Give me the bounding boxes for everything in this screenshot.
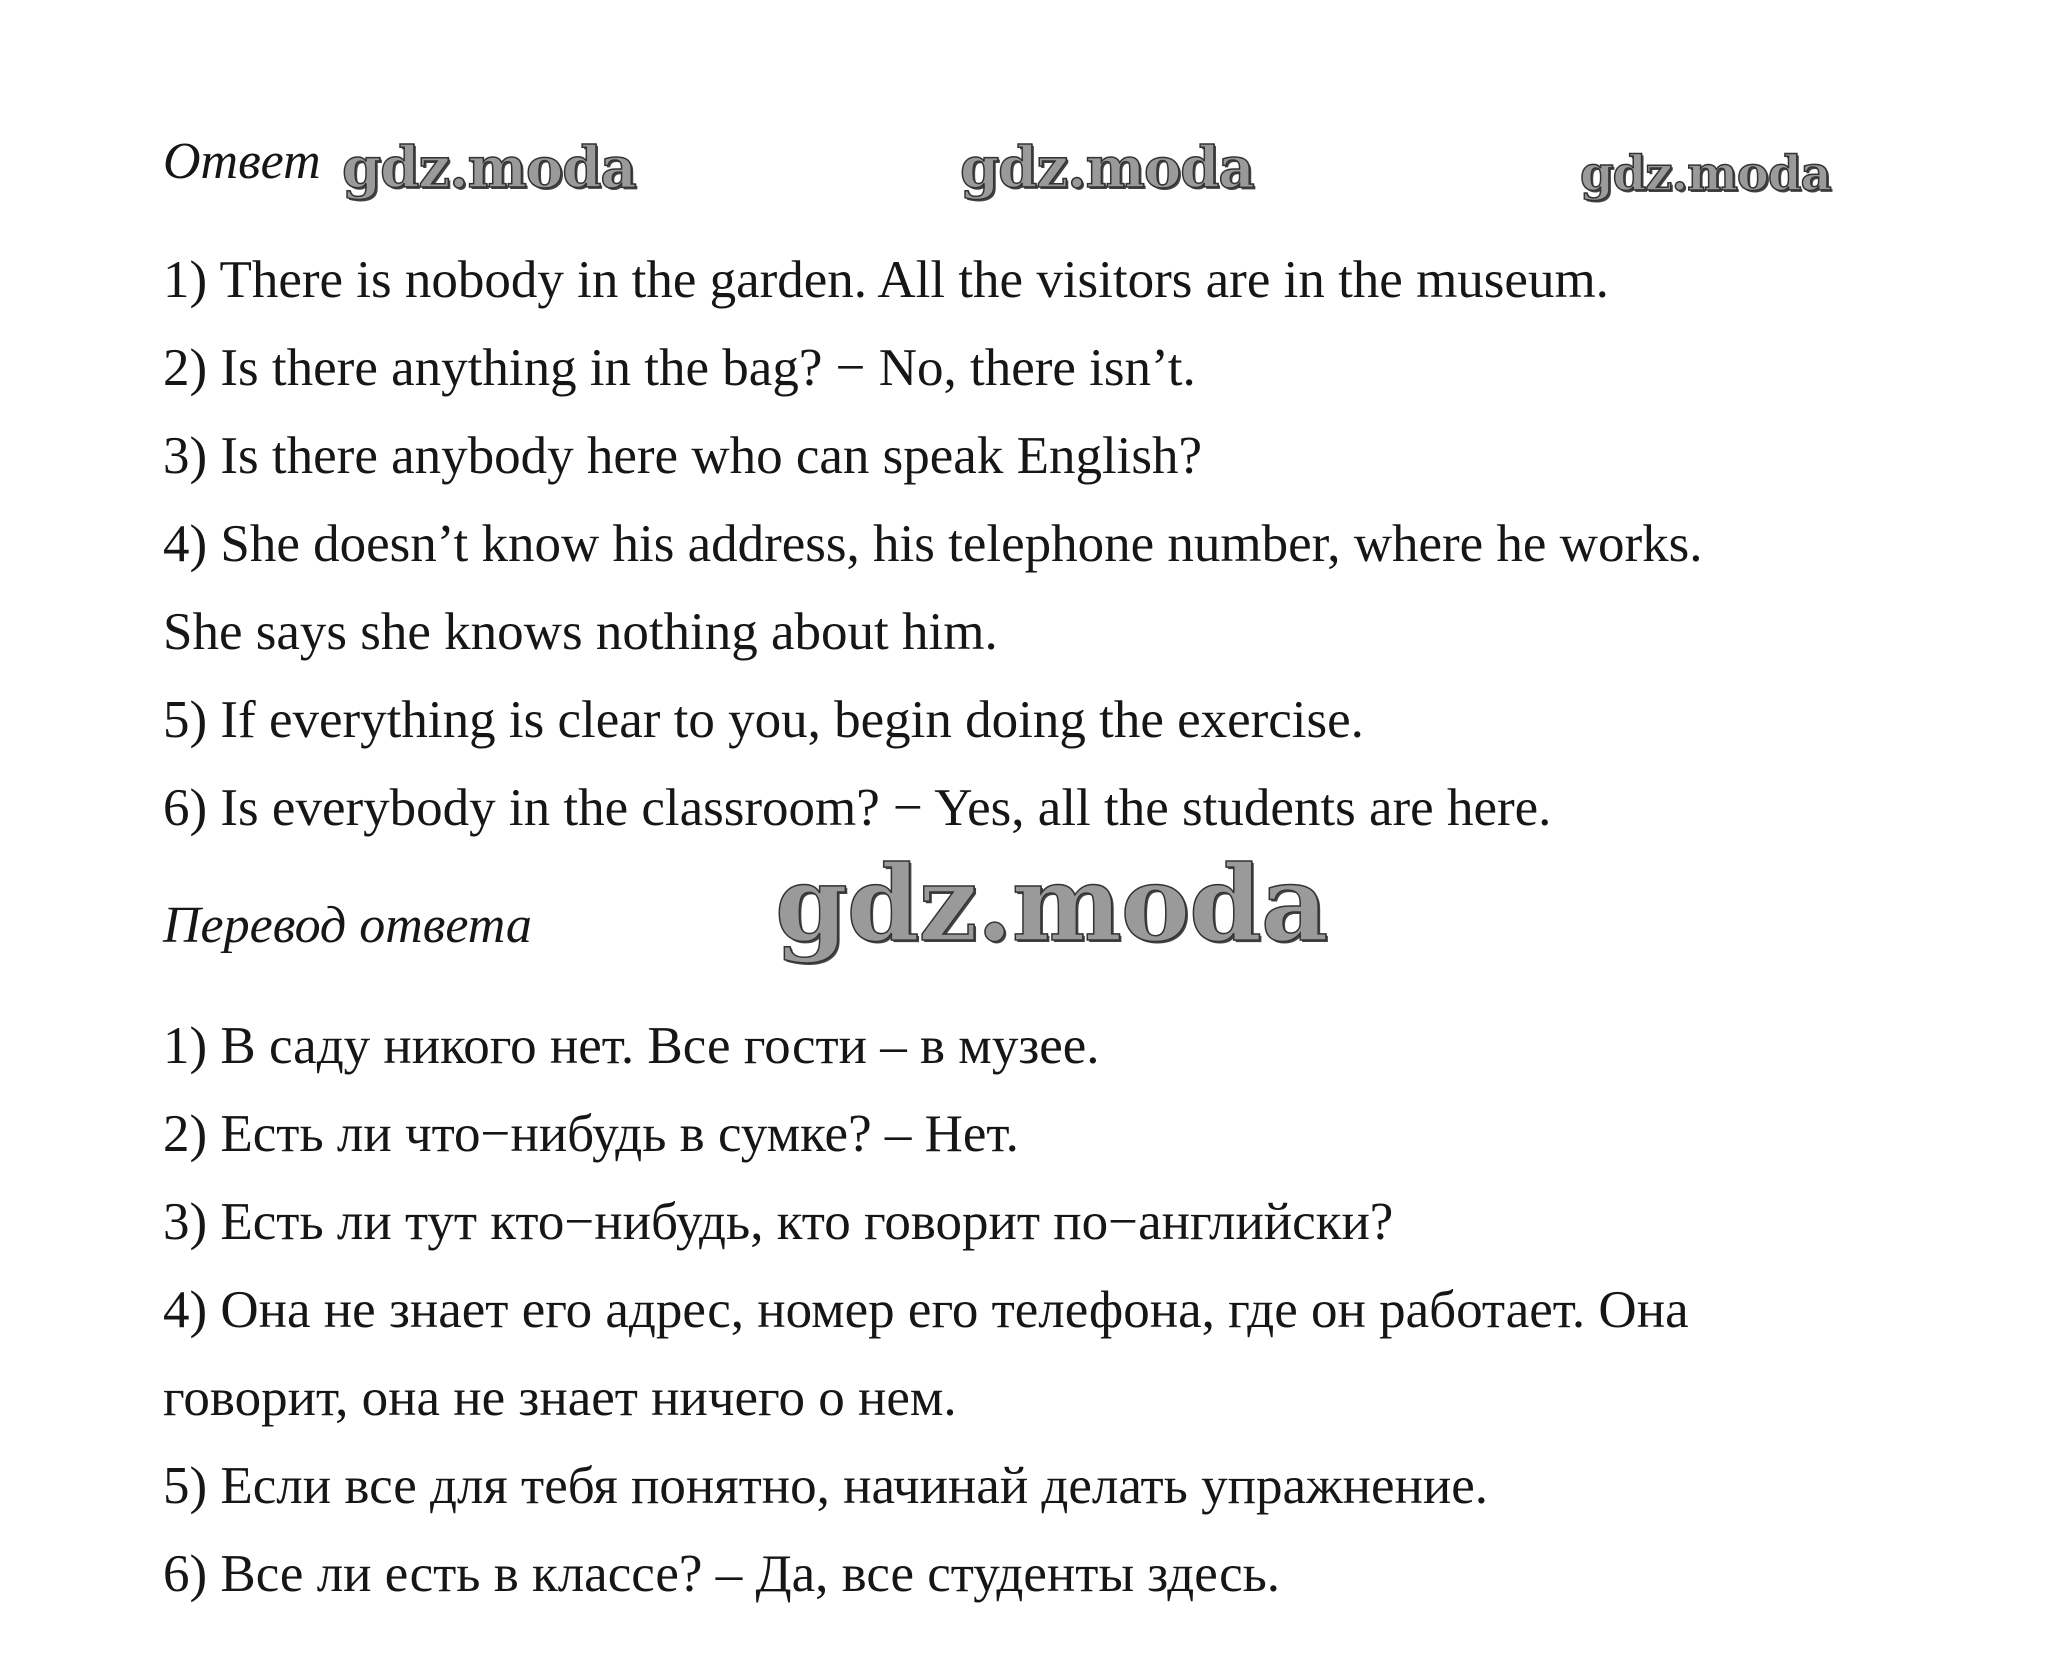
translation-line: 5) Если все для тебя понятно, начинай делать упражнение. (163, 1457, 1488, 1515)
answer-line: 5) If everything is clear to you, begin doing the exercise. (163, 691, 1364, 749)
translation-line: говорит, она не знает ничего о нем. (163, 1369, 957, 1427)
translation-line: 3) Есть ли тут кто−нибудь, кто говорит по−английски? (163, 1193, 1394, 1251)
translation-line: 2) Есть ли что−нибудь в сумке? – Нет. (163, 1105, 1019, 1163)
answer-line: She says she knows nothing about him. (163, 603, 998, 661)
watermark-logo: gdz.moda (960, 135, 1254, 201)
translation-heading: Перевод ответа (163, 897, 532, 954)
watermark-logo: gdz.moda (342, 135, 636, 201)
answer-line: 3) Is there anybody here who can speak English? (163, 427, 1203, 485)
watermark-logo-large: gdz.moda (775, 842, 1328, 965)
answer-line: 6) Is everybody in the classroom? − Yes, all the students are here. (163, 779, 1552, 837)
watermark-logo: gdz.moda (1580, 146, 1831, 202)
translation-line: 1) В саду никого нет. Все гости – в музее. (163, 1017, 1100, 1075)
answer-line: 2) Is there anything in the bag? − No, there isn’t. (163, 339, 1196, 397)
translation-line: 6) Все ли есть в классе? – Да, все студенты здесь. (163, 1545, 1281, 1603)
answer-line: 1) There is nobody in the garden. All the visitors are in the museum. (163, 251, 1609, 309)
answer-heading: Ответ (163, 133, 321, 190)
translation-line: 4) Она не знает его адрес, номер его телефона, где он работает. Она (163, 1281, 1689, 1339)
answer-line: 4) She doesn’t know his address, his telephone number, where he works. (163, 515, 1703, 573)
